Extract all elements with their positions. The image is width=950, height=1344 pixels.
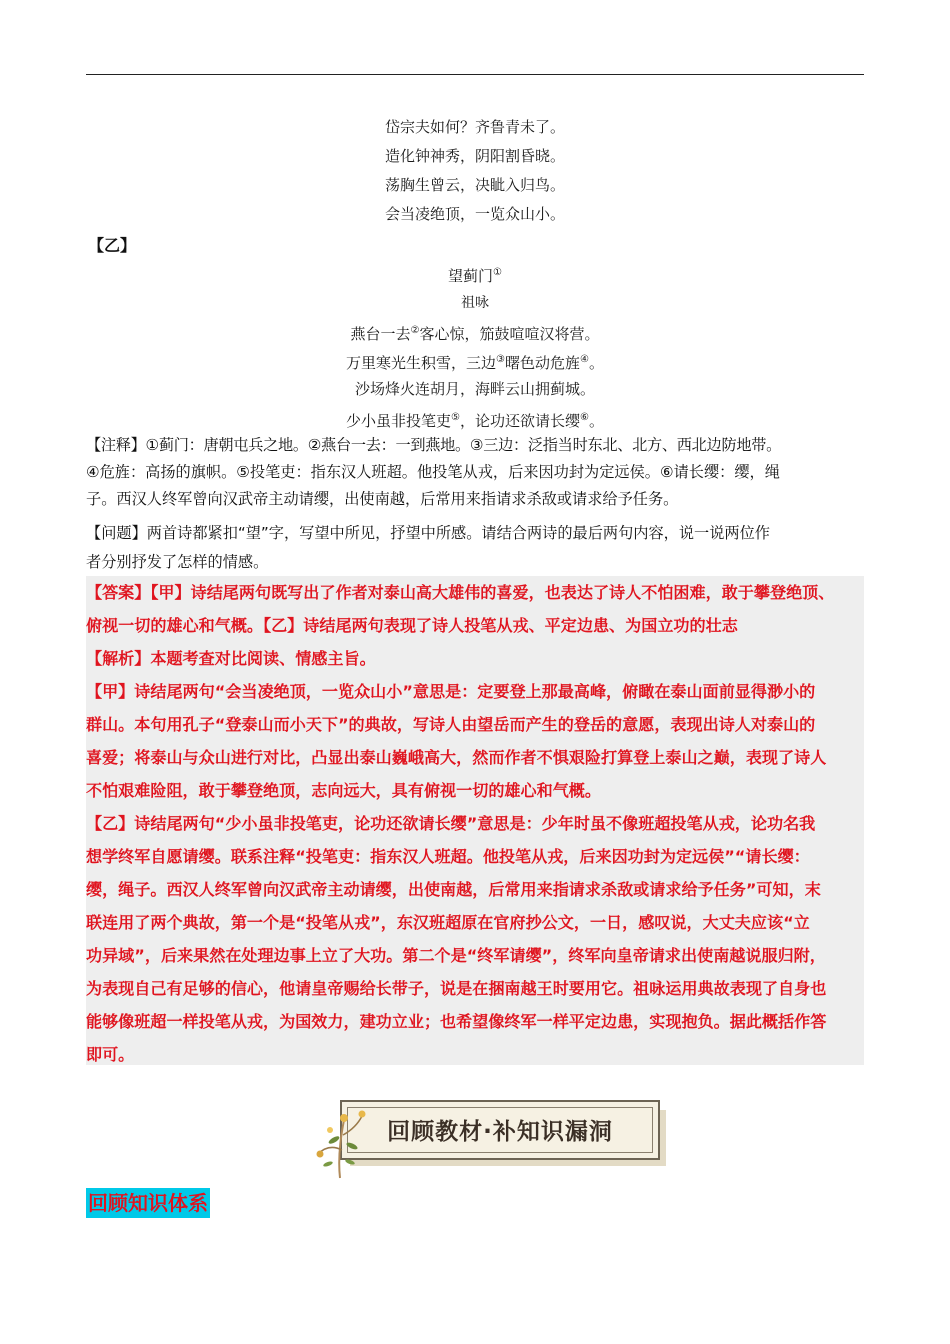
poem-line: 会当凌绝顶，一览众山小。 bbox=[384, 205, 565, 223]
poem-text: 。 bbox=[588, 354, 604, 372]
footnote-mark: ③ bbox=[496, 354, 505, 365]
answer-line: 【甲】诗结尾两句“会当凌绝顶，一览众山小”意思是：定要登上那最高峰，俯瞰在泰山面前显得渺小的 bbox=[86, 682, 816, 701]
poem-text: 少小虽非投笔吏 bbox=[346, 412, 452, 430]
poem-line: 荡胸生曾云，决眦入归鸟。 bbox=[384, 176, 565, 194]
footnote-mark: ⑤ bbox=[451, 412, 460, 423]
annotation-line: 子。西汉人终军曾向汉武帝主动请缨，出使南越，后常用来指请求杀敌或请求给予任务。 bbox=[86, 490, 679, 508]
annotation-line: ④危旌：高扬的旗帜。⑤投笔吏：指东汉人班超。他投笔从戎，后来因功封为定远侯。⑥请长缨：缨，绳 bbox=[86, 463, 780, 481]
poem-yi bbox=[86, 262, 864, 436]
banner-title: 回顾教材·补知识漏洞 bbox=[387, 1119, 613, 1145]
question-line: 【问题】两首诗都紧扣“望”字，写望中所见，抒望中所感。请结合两诗的最后两句内容，说一说两位作 bbox=[86, 524, 770, 542]
footnote-mark: ④ bbox=[580, 354, 589, 365]
banner-frame bbox=[340, 1100, 660, 1160]
poem-text: 万里寒光生积雪，三边 bbox=[346, 354, 497, 372]
answer-line: 能够像班超一样投笔从戎，为国效力，建功立业；也希望像终军一样平定边患，实现抱负。据此概括作答 bbox=[86, 1012, 827, 1031]
footnote-mark: ② bbox=[410, 325, 420, 336]
answer-line: 为表现自己有足够的信心，他请皇帝赐给长带子，说是在捆南越王时要用它。祖咏运用典故表现了自身也 bbox=[86, 979, 827, 998]
poem-text: 沙场烽火连胡月，海畔云山拥蓟城。 bbox=[354, 380, 595, 398]
flower-icon bbox=[310, 1090, 370, 1180]
poem-line bbox=[86, 349, 864, 378]
answer-line: 俯视一切的雄心和气概。【乙】诗结尾两句表现了诗人投笔从戎、平定边患、为国立功的壮志 bbox=[86, 616, 738, 635]
poem-jia bbox=[86, 116, 864, 232]
poem-text: 客心惊，笳鼓喧喧汉将营。 bbox=[419, 325, 600, 343]
section-banner bbox=[310, 1090, 660, 1180]
section-yi-label: 【乙】 bbox=[88, 236, 137, 255]
answer-line: 喜爱；将泰山与众山进行对比，凸显出泰山巍峨高大，然而作者不惧艰险打算登上泰山之巅，表现了诗人 bbox=[86, 748, 827, 767]
answer-line: 【答案】【甲】诗结尾两句既写出了作者对泰山高大雄伟的喜爱，也表达了诗人不怕困难，敢于攀登绝顶、 bbox=[86, 583, 835, 602]
answer-line: 想学终军自愿请缨。联系注释“投笔吏：指东汉人班超。他投笔从戎，后来因功封为定远侯”“请长缨： bbox=[86, 847, 810, 866]
poem-text: 曙色动危旌 bbox=[504, 354, 580, 372]
answer-line: 不怕艰难险阻，敢于攀登绝顶，志向远大，具有俯视一切的雄心和气概。 bbox=[86, 781, 601, 800]
annotations bbox=[86, 432, 876, 513]
answer-line: 【乙】诗结尾两句“少小虽非投笔吏，论功还欲请长缨”意思是：少年时虽不像班超投笔从戎，论功名我 bbox=[86, 814, 816, 833]
answer-line: 联连用了两个典故，第一个是“投笔从戎”，东汉班超原在官府抄公文，一日，感叹说，大丈夫应该“立 bbox=[86, 913, 810, 932]
poem-text: ，论功还欲请长缨 bbox=[459, 412, 580, 430]
poem-text: 。 bbox=[588, 412, 604, 430]
poem-title bbox=[86, 262, 864, 292]
poem-line bbox=[86, 378, 864, 407]
answer-line: 功异域”，后来果然在处理边事上立了大功。第二个是“终军请缨”，终军向皇帝请求出使南越说服归附， bbox=[86, 946, 826, 965]
footnote-mark: ⑥ bbox=[580, 412, 589, 423]
header-rule bbox=[86, 74, 864, 75]
poem-line: 造化钟神秀，阴阳割昏晓。 bbox=[384, 147, 565, 165]
poem-text: 燕台一去 bbox=[350, 325, 411, 343]
annotation-line: 【注释】①蓟门：唐朝屯兵之地。②燕台一去：一到燕地。③三边：泛指当时东北、北方、西北边防地带。 bbox=[86, 436, 781, 454]
answer-text bbox=[86, 576, 868, 1071]
answer-line: 【解析】本题考查对比阅读、情感主旨。 bbox=[86, 649, 376, 668]
answer-line: 即可。 bbox=[86, 1045, 135, 1064]
poem-title-text: 望蓟门 bbox=[448, 267, 494, 285]
poem-line bbox=[86, 320, 864, 349]
poem-line: 岱宗夫如何？齐鲁青未了。 bbox=[384, 118, 565, 136]
footnote-mark: ① bbox=[493, 267, 502, 278]
poem-author: 祖咏 bbox=[461, 295, 489, 311]
answer-line: 群山。本句用孔子“登泰山而小天下”的典故，写诗人由望岳而产生的登岳的意愿，表现出诗人对泰山的 bbox=[86, 715, 816, 734]
answer-line: 缨，绳子。西汉人终军曾向汉武帝主动请缨，出使南越，后常用来指请求杀敌或请求给予任务”可知，末 bbox=[86, 880, 821, 899]
question-line: 者分别抒发了怎样的情感。 bbox=[86, 553, 269, 571]
section-heading: 回顾知识体系 bbox=[86, 1188, 210, 1218]
question bbox=[86, 519, 876, 577]
